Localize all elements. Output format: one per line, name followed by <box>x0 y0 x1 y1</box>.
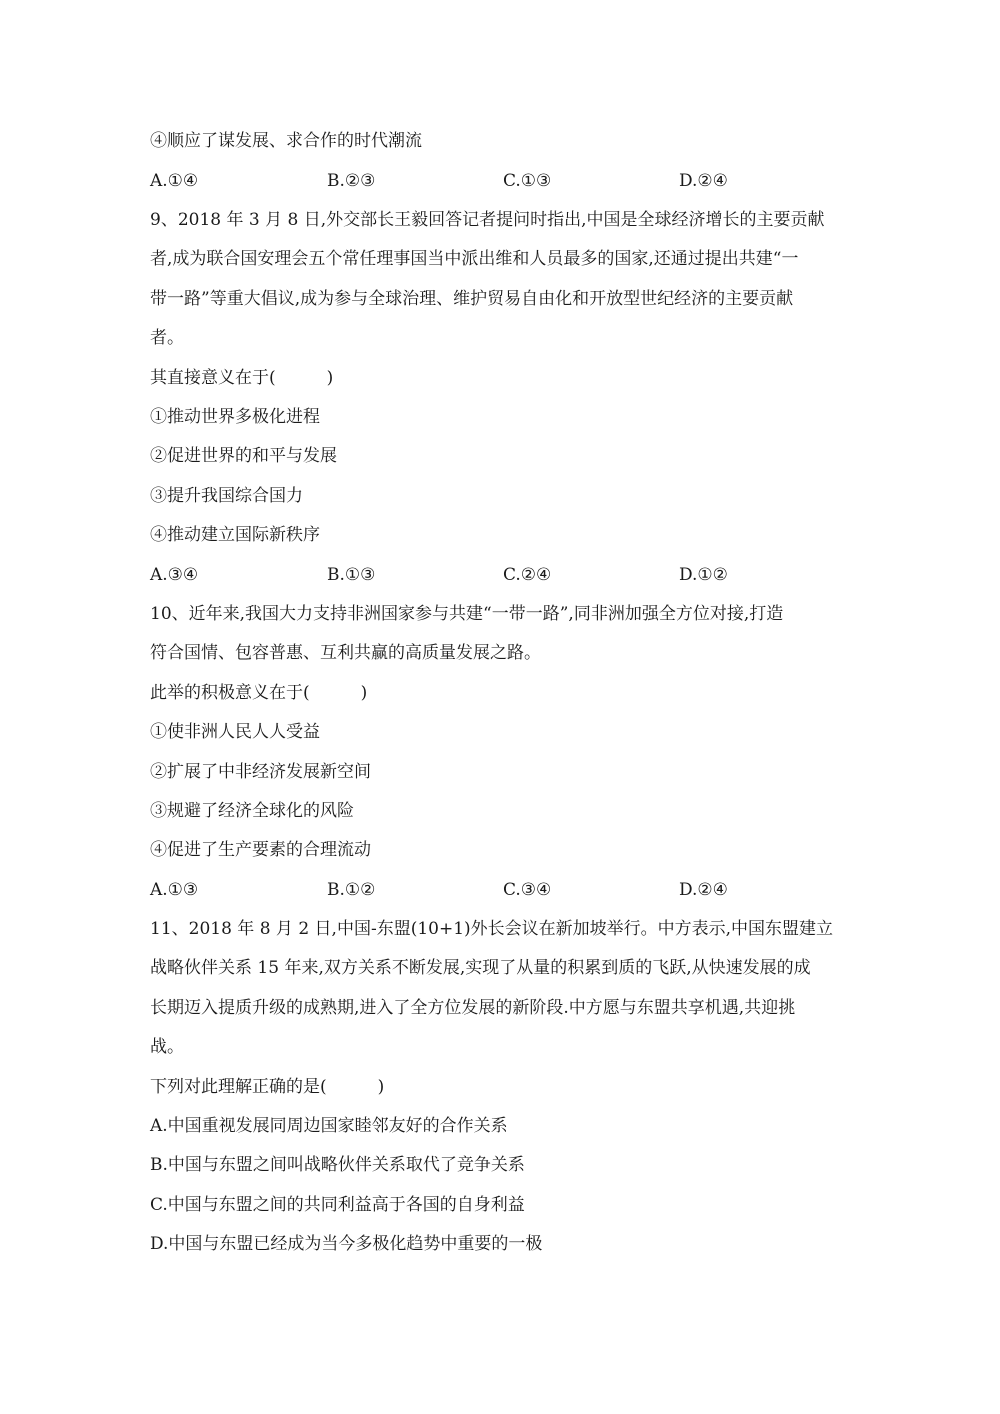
q10-option-a: A.①③ <box>150 880 199 900</box>
q11-choice-a: A.中国重视发展同周边国家睦邻友好的合作关系 <box>150 1116 508 1136</box>
q11-stem-line: 长期迈入提质升级的成熟期,进入了全方位发展的新阶段.中方愿与东盟共享机遇,共迎挑 <box>150 998 796 1018</box>
q9-option-d: D.①② <box>679 565 728 585</box>
q11-stem-line: 战略伙伴关系 15 年来,双方关系不断发展,实现了从量的积累到质的飞跃,从快速发展的成 <box>150 958 811 978</box>
q10-item: ④促进了生产要素的合理流动 <box>150 840 371 860</box>
q10-option-c: C.③④ <box>503 880 552 900</box>
q9-item: ①推动世界多极化进程 <box>150 407 320 427</box>
q10-option-b: B.①② <box>327 880 376 900</box>
q9-item: ③提升我国综合国力 <box>150 486 303 506</box>
q8-option-d: D.②④ <box>679 171 728 191</box>
q10-stem-line: 10、近年来,我国大力支持非洲国家参与共建“一带一路”,同非洲加强全方位对接,打造 <box>150 604 784 624</box>
q10-item: ②扩展了中非经济发展新空间 <box>150 762 371 782</box>
q11-question: 下列对此理解正确的是( ) <box>150 1077 385 1097</box>
q8-option-c: C.①③ <box>503 171 552 191</box>
q11-stem-line: 11、2018 年 8 月 2 日,中国-东盟(10+1)外长会议在新加坡举行。中方表示,中国东盟建立 <box>150 919 834 939</box>
q9-stem-line: 带一路”等重大倡议,成为参与全球治理、维护贸易自由化和开放型世纪经济的主要贡献 <box>150 289 794 309</box>
q10-question: 此举的积极意义在于( ) <box>150 683 368 703</box>
q9-item: ②促进世界的和平与发展 <box>150 446 337 466</box>
q10-stem-line: 符合国情、包容普惠、互利共赢的高质量发展之路。 <box>150 643 541 663</box>
q10-item: ①使非洲人民人人受益 <box>150 722 320 742</box>
q9-stem-line: 者。 <box>150 328 184 348</box>
q9-stem-line: 9、2018 年 3 月 8 日,外交部长王毅回答记者提问时指出,中国是全球经济增长的主要贡献 <box>150 210 825 230</box>
q8-item-4: ④顺应了谋发展、求合作的时代潮流 <box>150 131 422 151</box>
q11-stem-line: 战。 <box>150 1037 184 1057</box>
q10-option-d: D.②④ <box>679 880 728 900</box>
q10-item: ③规避了经济全球化的风险 <box>150 801 354 821</box>
q9-item: ④推动建立国际新秩序 <box>150 525 320 545</box>
q9-option-a: A.③④ <box>150 565 199 585</box>
q9-question: 其直接意义在于( ) <box>150 368 334 388</box>
q8-option-a: A.①④ <box>150 171 199 191</box>
q9-stem-line: 者,成为联合国安理会五个常任理事国当中派出维和人员最多的国家,还通过提出共建“一 <box>150 249 799 269</box>
q11-choice-d: D.中国与东盟已经成为当今多极化趋势中重要的一极 <box>150 1234 543 1254</box>
q11-choice-b: B.中国与东盟之间叫战略伙伴关系取代了竞争关系 <box>150 1155 525 1175</box>
q8-option-b: B.②③ <box>327 171 376 191</box>
q9-option-b: B.①③ <box>327 565 376 585</box>
q11-choice-c: C.中国与东盟之间的共同利益高于各国的自身利益 <box>150 1195 525 1215</box>
q9-option-c: C.②④ <box>503 565 552 585</box>
